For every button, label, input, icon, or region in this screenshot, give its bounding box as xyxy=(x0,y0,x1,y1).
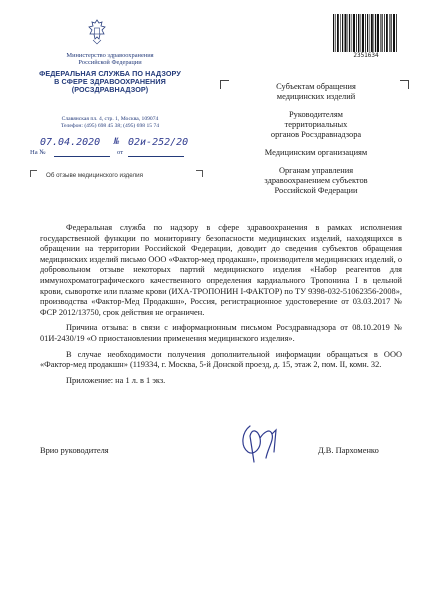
recipient-3: Медицинским организациям xyxy=(264,148,368,157)
recipients-block xyxy=(230,82,402,204)
recipient-1: Субъектам обращения медицинских изделий xyxy=(276,82,356,101)
handwritten-signature-icon xyxy=(232,418,292,468)
letterhead-organization xyxy=(20,52,200,95)
subject-bracket-right xyxy=(196,170,203,177)
handwritten-date: 07.04.2020 xyxy=(40,137,101,148)
address-line1: Славянская пл. 4, стр. 1, Москва, 109074 xyxy=(61,116,159,122)
state-emblem-icon xyxy=(86,18,108,46)
letter-subject: Об отзыве медицинского изделия xyxy=(46,172,143,179)
ref-from-line xyxy=(128,156,184,157)
service-line1: ФЕДЕРАЛЬНАЯ СЛУЖБА ПО НАДЗОРУ xyxy=(39,68,181,78)
signatory-name: Д.В. Пархоменко xyxy=(318,446,379,455)
recipient-2: Руководителям территориальных органов Росздравнадзора xyxy=(270,110,362,139)
barcode-number: 2351634 xyxy=(353,52,379,59)
signatory-position: Врио руководителя xyxy=(40,446,109,455)
recipients-bracket-left xyxy=(220,80,229,89)
barcode-icon xyxy=(332,14,398,52)
service-line2: В СФЕРЕ ЗДРАВООХРАНЕНИЯ xyxy=(54,77,166,86)
address-line2: Телефон: (495) 698 45 38; (495) 698 15 74 xyxy=(60,122,160,129)
subject-bracket-left xyxy=(30,170,37,177)
letterhead-address xyxy=(20,116,200,130)
ref-from-label: от xyxy=(117,149,124,156)
ref-number-label: На № xyxy=(30,149,46,156)
ministry-line1: Министерство здравоохранения xyxy=(66,52,154,59)
ref-number-line xyxy=(54,156,110,157)
recipient-4: Органам управления здравоохранением субъектов Российской Федерации xyxy=(264,166,368,195)
body-paragraph-1: Федеральная служба по надзору в сфере здравоохранения в рамках исполнения государственной функции по мониторингу безопасности медицинских изделий, находящихся в обращении на территории Российской Федерации, доводит до сведения субъектов обращения медицинских изделий письмо ООО «Фактор-мед продакшн», производителя медицинских изделий, о добровольном отзыве некоторых партий медицинского изделия «Набор реагентов для иммунохроматографического качественного определения кардиального Тропонина I в цельной крови, сыворотке или плазме крови (ИХА-ТРОПОНИН I-ФАКТОР) по ТУ 9398-032-51062356-2008», производства «Фактор-Мед Продакшн», Россия, регистрационное удостоверение от 03.03.2017 № ФСР 2012/13750, срок действия не ограничен. xyxy=(40,223,402,317)
letter-body xyxy=(40,223,402,391)
body-attachment: Приложение: на 1 л. в 1 экз. xyxy=(66,375,166,385)
number-sign: № xyxy=(114,137,120,147)
body-paragraph-2: Причина отзыва: в связи с информационным письмом Росздравнадзора от 08.10.2019 № 01И-2430/19 «О приостановлении применения медицинского изделия». xyxy=(40,323,402,343)
body-paragraph-3: В случае необходимости получения дополнительной информации обращаться в ООО «Фактор-мед продакшн» (119334, г. Москва, 5-й Донской проезд, д. 15, этаж 2, пом. II, комн. 32. xyxy=(40,349,402,370)
ministry-line2: Российской Федерации xyxy=(78,59,142,67)
service-line3: (РОСЗДРАВНАДЗОР) xyxy=(71,85,149,95)
handwritten-number: 02и-252/20 xyxy=(128,137,189,148)
